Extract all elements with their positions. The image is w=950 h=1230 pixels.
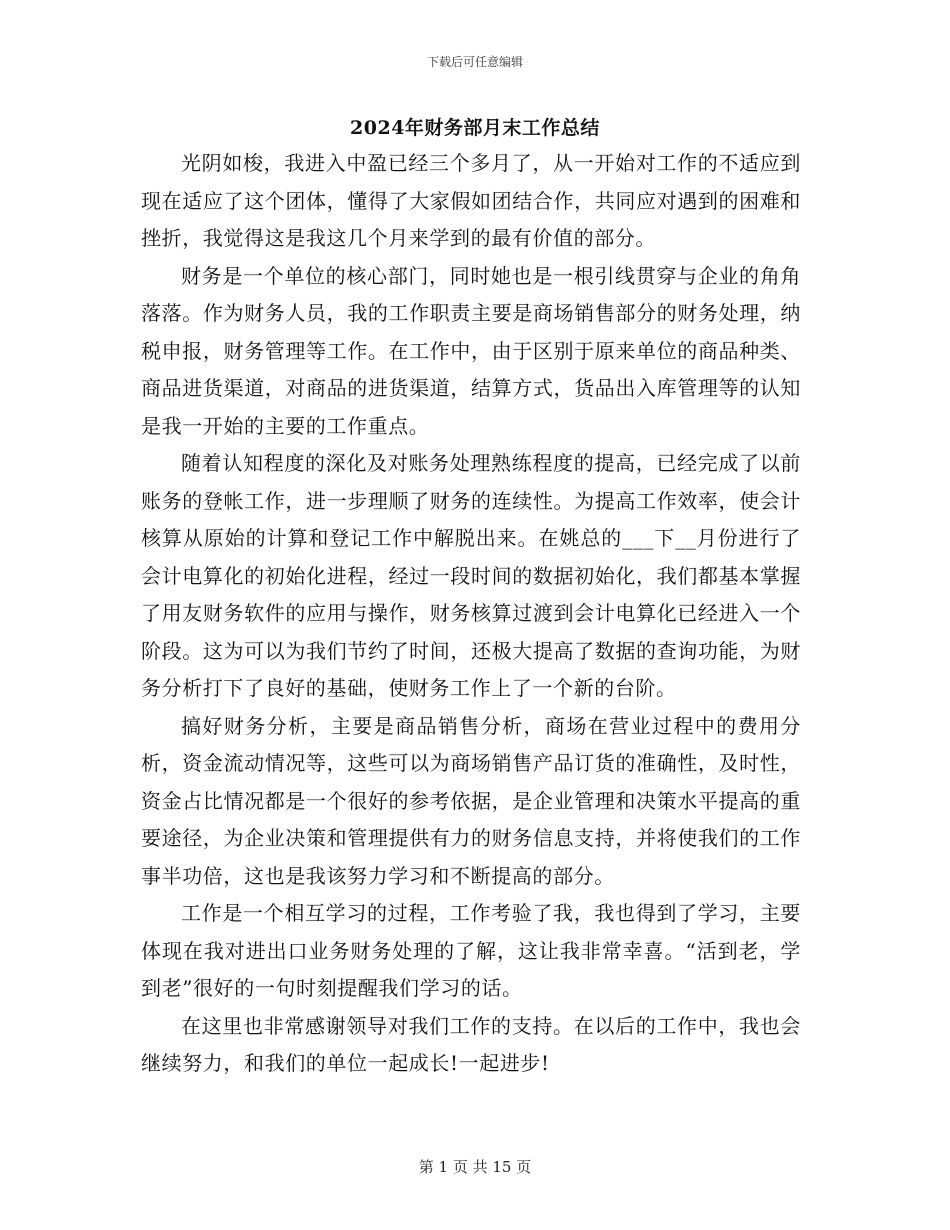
- paragraph-2: 财务是一个单位的核心部门，同时她也是一根引线贯穿与企业的角角落落。作为财务人员，我的工作职责主要是商场销售部分的财务处理，纳税申报，财务管理等工作。在工作中，由于区别于原来单位的商品种类、商品进货渠道，对商品的进货渠道，结算方式，货品出入库管理等的认知是我一开始的主要的工作重点。: [141, 263, 801, 438]
- paragraph-6: 在这里也非常感谢领导对我们工作的支持。在以后的工作中，我也会继续努力，和我们的单位一起成长!一起进步!: [141, 1013, 801, 1075]
- header-note: 下载后可任意编辑: [426, 55, 523, 69]
- paragraph-5: 工作是一个相互学习的过程，工作考验了我，我也得到了学习，主要体现在我对进出口业务财务处理的了解，这让我非常幸喜。“活到老，学到老”很好的一句时刻提醒我们学习的话。: [141, 901, 801, 1000]
- paragraph-1: 光阴如梭，我进入中盈已经三个多月了，从一开始对工作的不适应到现在适应了这个团体，懂得了大家假如团结合作，共同应对遇到的困难和挫折，我觉得这是我这几个月来学到的最有价值的部分。: [141, 151, 801, 250]
- page-number-footer: 第 1 页 共 15 页: [418, 1158, 532, 1176]
- document-body: [141, 145, 801, 1083]
- paragraph-3: 随着认知程度的深化及对账务处理熟练程度的提高，已经完成了以前账务的登帐工作，进一步理顺了财务的连续性。为提高工作效率，使会计核算从原始的计算和登记工作中解脱出来。在姚总的___下__月份进行了会计电算化的初始化进程，经过一段时间的数据初始化，我们都基本掌握了用友财务软件的应用与操作，财务核算过渡到会计电算化已经进入一个阶段。这为可以为我们节约了时间，还极大提高了数据的查询功能，为财务分析打下了良好的基础，使财务工作上了一个新的台阶。: [141, 451, 801, 700]
- paragraph-4: 搞好财务分析，主要是商品销售分析，商场在营业过程中的费用分析，资金流动情况等，这些可以为商场销售产品订货的准确性，及时性，资金占比情况都是一个很好的参考依据，是企业管理和决策水平提高的重要途径，为企业决策和管理提供有力的财务信息支持，并将使我们的工作事半功倍，这也是我该努力学习和不断提高的部分。: [141, 713, 801, 888]
- document-title: 2024年财务部月末工作总结: [350, 117, 600, 139]
